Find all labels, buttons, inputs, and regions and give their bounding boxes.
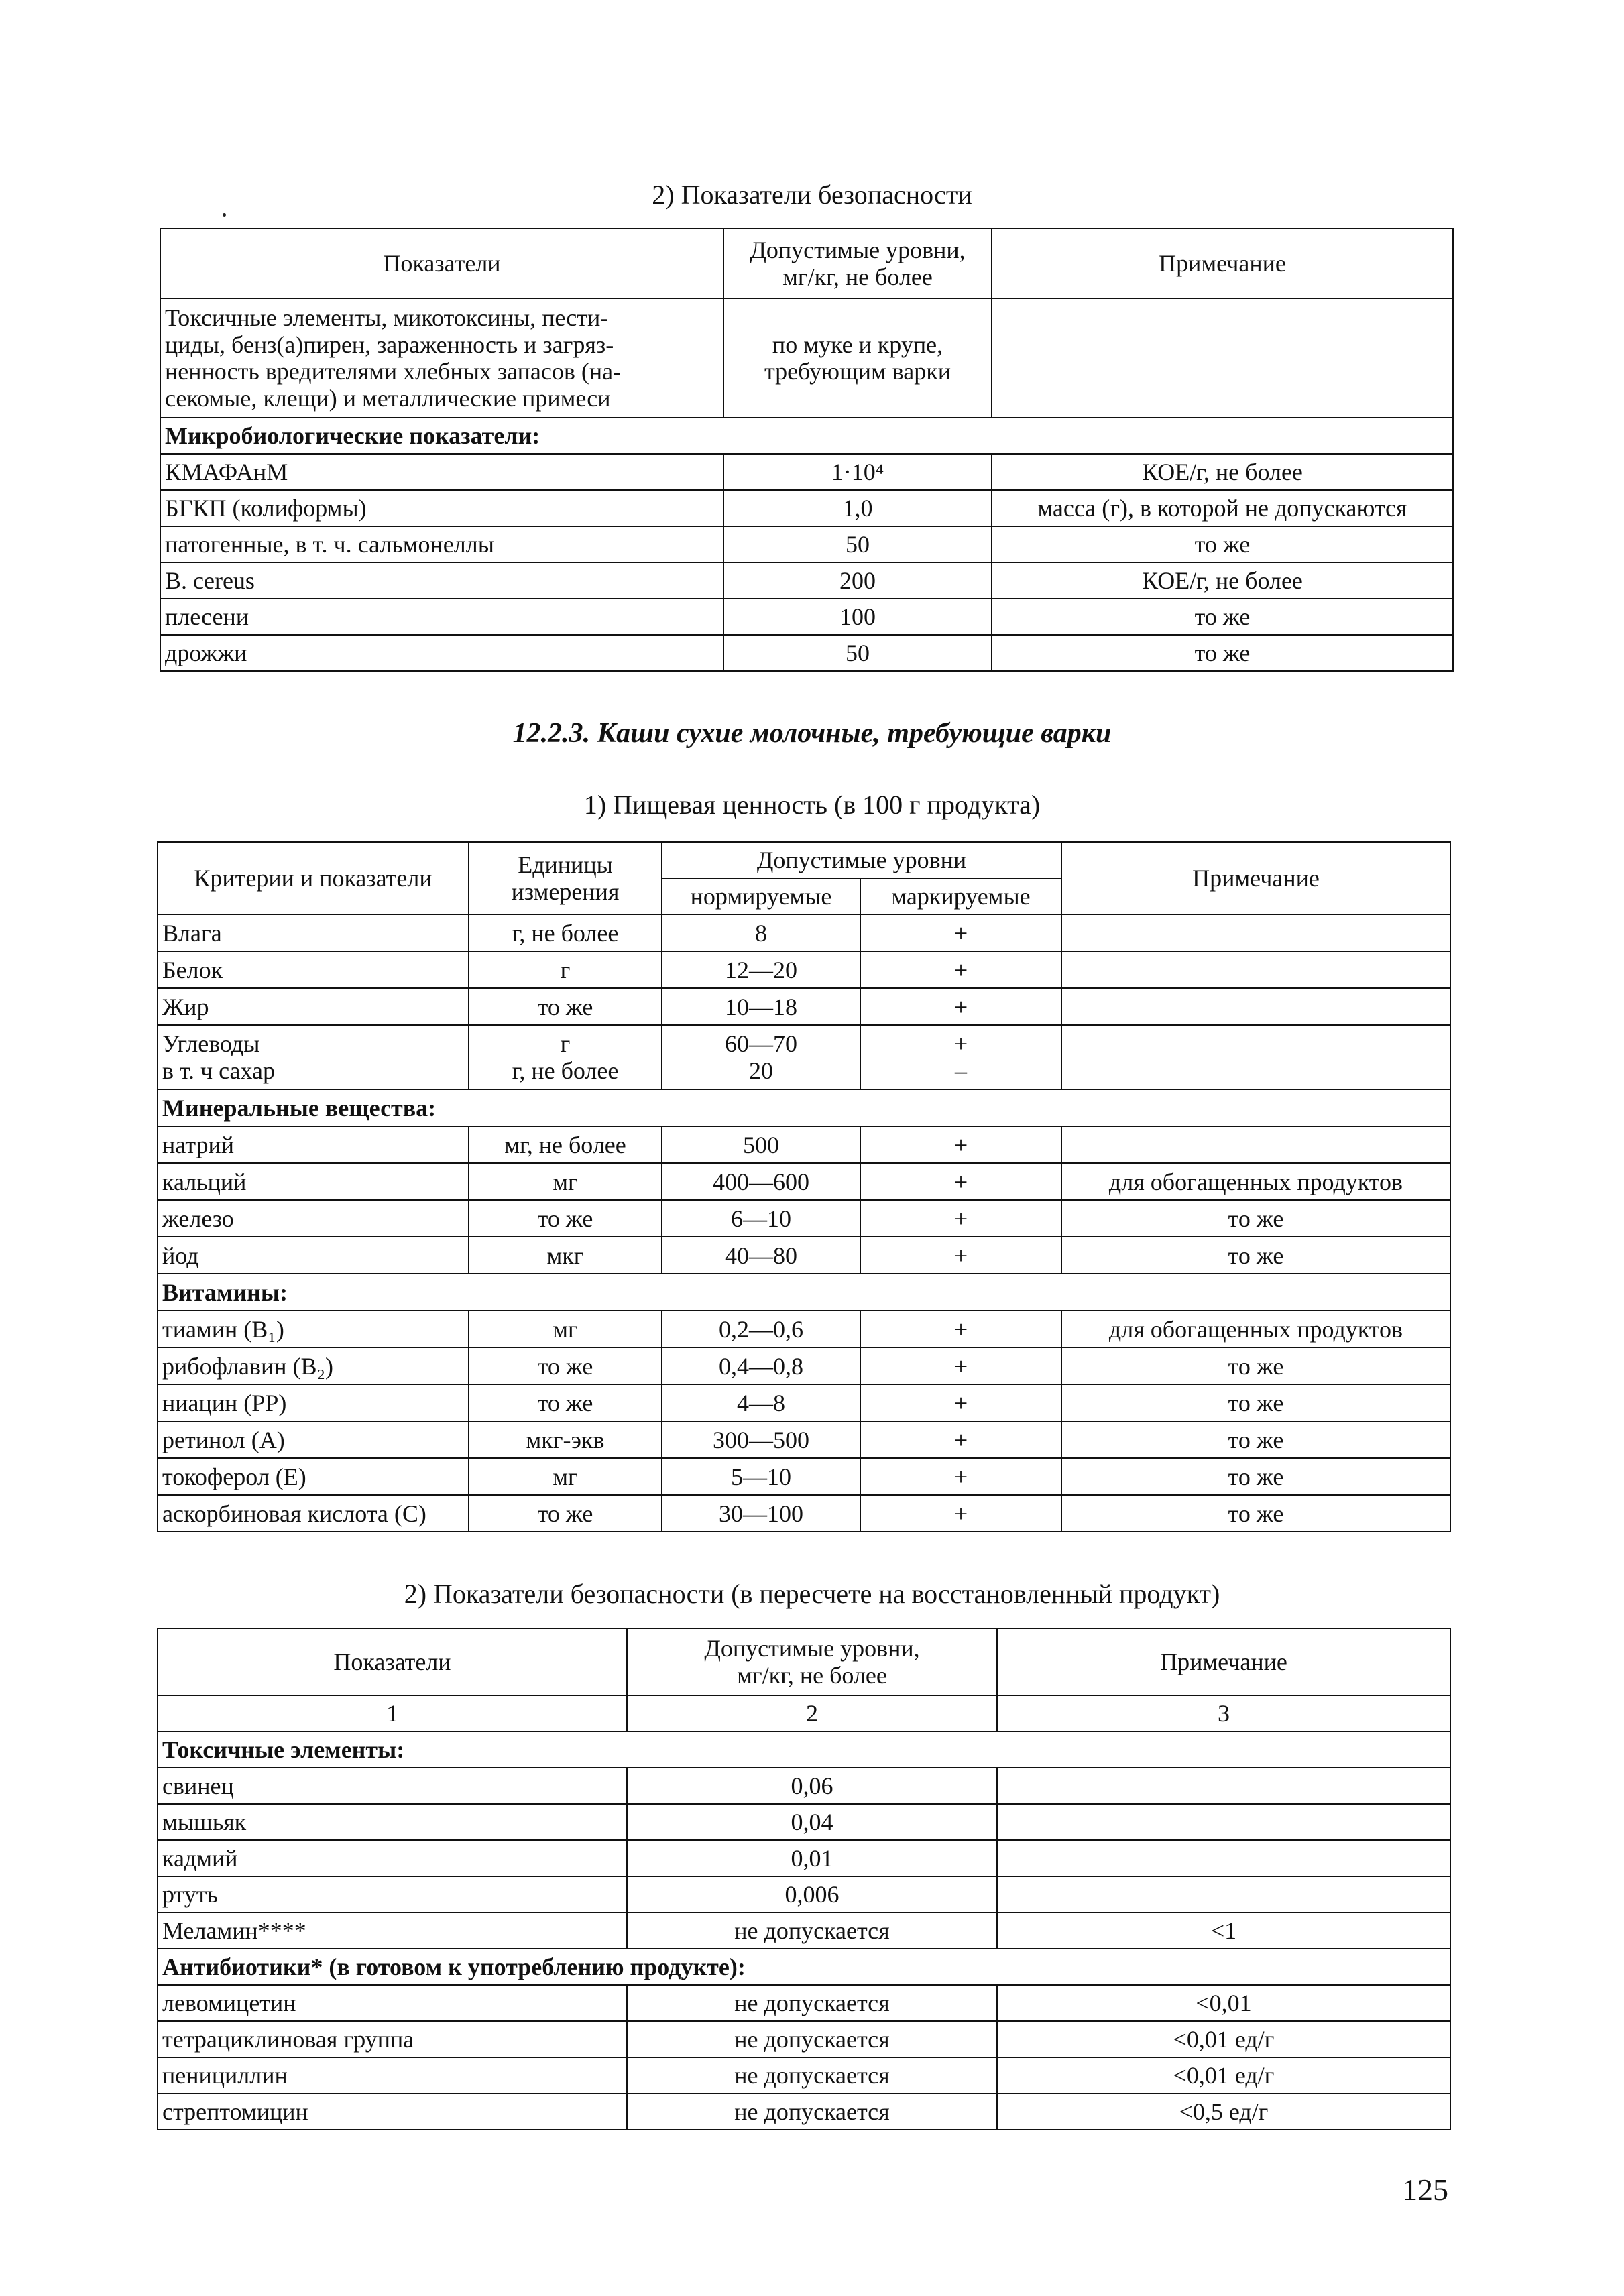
toxic-note [997,1804,1450,1840]
header-note: Примечание [997,1628,1450,1695]
micro-value: 200 [723,562,992,599]
page-number: 125 [1402,2173,1448,2207]
row-norm: 500 [662,1126,860,1163]
row-norm: 40—80 [662,1237,860,1274]
table-row [158,1768,1450,1804]
antibiotic-note: <0,5 ед/г [997,2094,1450,2130]
row-mark: + [860,951,1061,988]
carb-unit-2: г, не более [512,1057,619,1084]
row-unit: мг [469,1458,662,1495]
micro-value: 1·10⁴ [723,454,992,490]
table-row [158,1840,1450,1876]
row-name: Жир [158,988,469,1025]
toxic-note [997,1768,1450,1804]
table-row [158,1913,1450,1949]
header-indicators: Показатели [158,1628,627,1695]
row-unit: мкг-экв [469,1421,662,1458]
antibiotic-name: стрептомицин [158,2094,627,2130]
header-note: Примечание [1061,842,1450,914]
row-mark: + [860,1126,1061,1163]
micro-name: B. cereus [160,562,723,599]
carb-name [158,1025,469,1089]
carb-norm-1: 60—70 [725,1030,797,1057]
antibiotic-name: тетрациклиновая группа [158,2021,627,2057]
carb-name-2: в т. ч сахар [162,1057,276,1084]
row-norm: 4—8 [662,1384,860,1421]
row-norm: 12—20 [662,951,860,988]
carb-norm [662,1025,860,1089]
table-row [158,1384,1450,1421]
table-row [158,1495,1450,1532]
micro-header: Микробиологические показатели: [160,418,1453,454]
row-mark: + [860,1200,1061,1237]
row-norm: 300—500 [662,1421,860,1458]
row-name: натрий [158,1126,469,1163]
table-row [160,635,1453,671]
antibiotic-note: <0,01 ед/г [997,2021,1450,2057]
toxic-note [997,1876,1450,1913]
antibiotic-note: <0,01 ед/г [997,2057,1450,2094]
toxic-value: не допускается [627,1913,997,1949]
header-units-line2: измерения [511,878,620,905]
row-unit: мг [469,1163,662,1200]
row-unit: мкг [469,1237,662,1274]
table-row [158,1347,1450,1384]
row-norm: 6—10 [662,1200,860,1237]
row-mark: + [860,988,1061,1025]
toxic-line-3: ненность вредителями хлебных запасов (на- [165,358,622,385]
row-mark: + [860,1421,1061,1458]
row-unit: то же [469,1200,662,1237]
row-norm: 0,2—0,6 [662,1311,860,1347]
micro-value: 50 [723,526,992,562]
row-unit: то же [469,1347,662,1384]
safety-caption-2: 2) Показатели безопасности (в пересчете на восстановленный продукт) [404,1579,1220,1609]
row-name: ретинол (A) [158,1421,469,1458]
row-note: то же [1061,1421,1450,1458]
header-normed: нормируемые [662,878,860,914]
micro-note: масса (г), в которой не допускаются [992,490,1453,526]
header-levels-line1: Допустимые уровни, [750,237,966,263]
nutrition-caption: 1) Пищевая ценность (в 100 г продукта) [583,790,1041,820]
toxic-value-line-1: по муке и крупе, [772,331,943,358]
row-mark: + [860,1163,1061,1200]
row-note [1061,988,1450,1025]
micro-name: БГКП (колиформы) [160,490,723,526]
row-mark: + [860,1237,1061,1274]
table-row [158,951,1450,988]
antibiotic-name: пенициллин [158,2057,627,2094]
toxic-line-2: циды, бенз(а)пирен, зараженность и загряз- [165,331,614,358]
table-row [158,914,1450,951]
row-name: рибофлавин (B₂) [158,1347,469,1384]
toxic-line-1: Токсичные элементы, микотоксины, пести- [165,304,609,331]
header-levels-line2: мг/кг, не более [782,263,933,290]
row-mark: + [860,1347,1061,1384]
antibiotics-header: Антибиотики* (в готовом к употреблению продукте): [158,1949,1450,1985]
row-name: Влага [158,914,469,951]
row-note: то же [1061,1458,1450,1495]
carb-mark [860,1025,1061,1089]
row-mark: + [860,1458,1061,1495]
row-note: то же [1061,1384,1450,1421]
column-number-2: 2 [627,1695,997,1732]
carb-name-1: Углеводы [162,1030,260,1057]
column-number-3: 3 [997,1695,1450,1732]
toxic-row-name [160,298,723,418]
micro-note: то же [992,599,1453,635]
row-unit: то же [469,1495,662,1532]
table-row [158,1237,1450,1274]
header-note: Примечание [992,229,1453,298]
row-name: ниацин (PP) [158,1384,469,1421]
table-row [160,454,1453,490]
row-norm: 8 [662,914,860,951]
toxic-line-4: секомые, клещи) и металлические примеси [165,385,611,412]
header-levels [627,1628,997,1695]
antibiotic-value: не допускается [627,1985,997,2021]
toxic-name: свинец [158,1768,627,1804]
toxic-value: 0,006 [627,1876,997,1913]
toxic-name: кадмий [158,1840,627,1876]
row-name: токоферол (E) [158,1458,469,1495]
stray-dot [223,213,226,217]
table-row [158,988,1450,1025]
row-note: то же [1061,1347,1450,1384]
row-unit: мг [469,1311,662,1347]
micro-name: КМАФАнМ [160,454,723,490]
table-row [158,1804,1450,1840]
row-note [1061,914,1450,951]
row-unit: г [469,951,662,988]
row-note [1061,1126,1450,1163]
toxic-row-note [992,298,1453,418]
carb-unit [469,1025,662,1089]
header-marked: маркируемые [860,878,1061,914]
header-criteria: Критерии и показатели [158,842,469,914]
toxic-name: ртуть [158,1876,627,1913]
row-norm: 5—10 [662,1458,860,1495]
row-mark: + [860,1495,1061,1532]
column-number-1: 1 [158,1695,627,1732]
table-row [158,2094,1450,2130]
header-levels: Допустимые уровни [662,842,1061,878]
carb-norm-2: 20 [749,1057,773,1084]
toxic-name: Меламин**** [158,1913,627,1949]
row-name: аскорбиновая кислота (C) [158,1495,469,1532]
header-units [469,842,662,914]
table-row [158,1421,1450,1458]
row-unit: то же [469,988,662,1025]
micro-value: 50 [723,635,992,671]
safety-caption-1: 2) Показатели безопасности [652,180,972,210]
table-row [158,1126,1450,1163]
toxic-value: 0,04 [627,1804,997,1840]
table-row [158,2021,1450,2057]
toxic-value: 0,06 [627,1768,997,1804]
antibiotic-name: левомицетин [158,1985,627,2021]
micro-name: дрожжи [160,635,723,671]
table-row [160,490,1453,526]
header-levels-line1: Допустимые уровни, [704,1635,920,1662]
row-note: то же [1061,1495,1450,1532]
table-row [158,1200,1450,1237]
micro-name: патогенные, в т. ч. сальмонеллы [160,526,723,562]
table-row [158,2057,1450,2094]
carb-unit-1: г [560,1030,571,1057]
row-unit: г, не более [469,914,662,951]
toxic-value: 0,01 [627,1840,997,1876]
row-name: йод [158,1237,469,1274]
micro-note: то же [992,526,1453,562]
minerals-header: Минеральные вещества: [158,1089,1450,1126]
vitamins-header: Витамины: [158,1274,1450,1311]
toxic-value-line-2: требующим варки [764,358,951,385]
row-mark: + [860,1311,1061,1347]
row-note: для обогащенных продуктов [1061,1163,1450,1200]
micro-name: плесени [160,599,723,635]
safety-table-1 [160,228,1454,672]
table-row [160,599,1453,635]
table-row [158,1985,1450,2021]
row-name: железо [158,1200,469,1237]
header-units-line1: Единицы [518,851,613,878]
safety-table-2 [157,1628,1451,2130]
table-row [158,1311,1450,1347]
micro-note: КОЕ/г, не более [992,454,1453,490]
table-row [158,1025,1450,1089]
row-note [1061,951,1450,988]
row-note: то же [1061,1200,1450,1237]
row-note: то же [1061,1237,1450,1274]
carb-note [1061,1025,1450,1089]
subsection-title: 12.2.3. Каши сухие молочные, требующие варки [512,718,1112,749]
carb-mark-1: + [953,1030,968,1057]
table-row [158,1163,1450,1200]
header-indicators: Показатели [160,229,723,298]
table-row [160,526,1453,562]
toxic-name: мышьяк [158,1804,627,1840]
row-mark: + [860,914,1061,951]
antibiotic-value: не допускается [627,2094,997,2130]
antibiotic-value: не допускается [627,2057,997,2094]
row-norm: 10—18 [662,988,860,1025]
antibiotic-note: <0,01 [997,1985,1450,2021]
micro-value: 1,0 [723,490,992,526]
toxic-row-value [723,298,992,418]
micro-value: 100 [723,599,992,635]
table-row [158,1876,1450,1913]
row-name: тиамин (B₁) [158,1311,469,1347]
nutrition-table [157,841,1451,1532]
antibiotic-value: не допускается [627,2021,997,2057]
table-row [158,1458,1450,1495]
row-unit: то же [469,1384,662,1421]
header-levels-line2: мг/кг, не более [737,1662,887,1689]
row-norm: 30—100 [662,1495,860,1532]
row-note: для обогащенных продуктов [1061,1311,1450,1347]
row-name: Белок [158,951,469,988]
micro-note: то же [992,635,1453,671]
header-levels [723,229,992,298]
toxic-elements-header: Токсичные элементы: [158,1732,1450,1768]
toxic-note: <1 [997,1913,1450,1949]
micro-note: КОЕ/г, не более [992,562,1453,599]
row-unit: мг, не более [469,1126,662,1163]
table-row [160,562,1453,599]
carb-mark-2: – [955,1057,967,1084]
row-name: кальций [158,1163,469,1200]
row-norm: 400—600 [662,1163,860,1200]
toxic-note [997,1840,1450,1876]
row-norm: 0,4—0,8 [662,1347,860,1384]
row-mark: + [860,1384,1061,1421]
